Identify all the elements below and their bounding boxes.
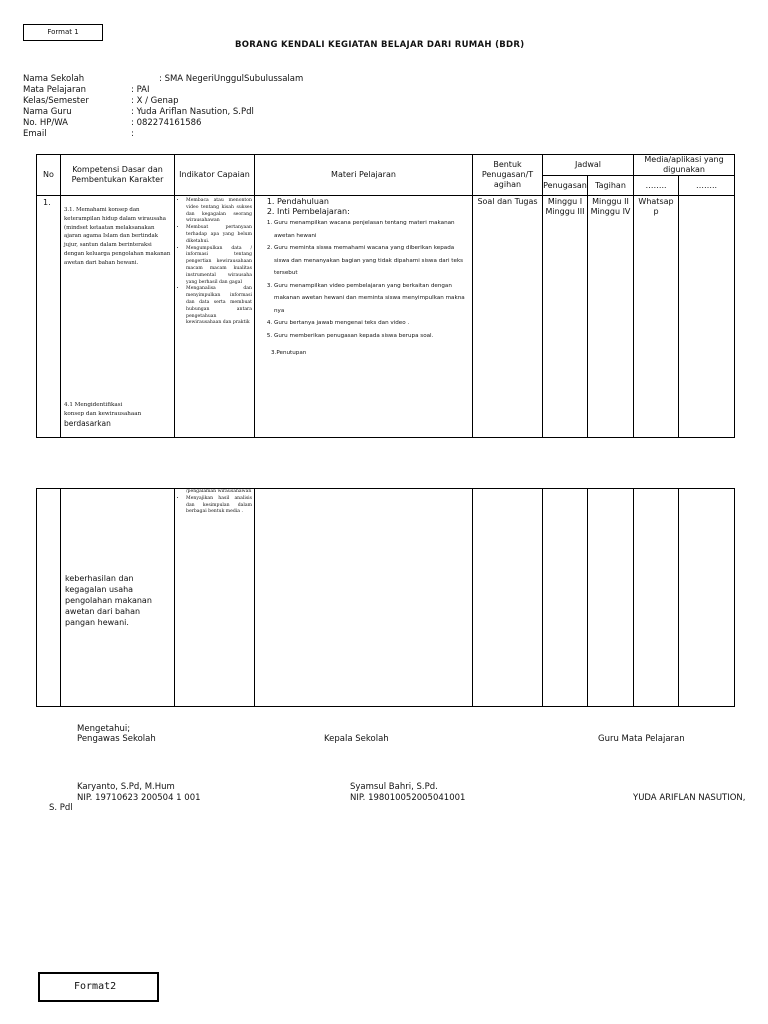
materi-penutup: 3.Penutupan [271, 350, 307, 356]
row1-no: 1. [37, 196, 61, 438]
row1-tagihan: Minggu II Minggu IV [588, 196, 634, 438]
row1-bentuk: Soal dan Tugas [473, 196, 543, 438]
header-media: Media/aplikasi yang digunakan [634, 155, 735, 176]
row1-indikator-item: • Menganalisa dan menyimpulkan informasi dan data serta membuat hubungan antara pengetahuan kewirausahaan dan praktik [186, 286, 252, 327]
sig-pengawas-name: Karyanto, S.Pd, M.Hum [77, 782, 175, 792]
sig-kepala-label: Kepala Sekolah [324, 734, 389, 744]
materi-main-item: 2. Inti Pembelajaran: [277, 207, 470, 217]
info-label-school: Nama Sekolah [23, 74, 85, 84]
header-tagihan: Tagihan [588, 176, 634, 196]
row1-indikator-item: • Membaca atau menonton video tentang kisah sukses dan kegagalan seorang wirausahawan [186, 198, 252, 225]
row1-kd [61, 196, 175, 438]
row2-no [37, 489, 61, 707]
materi-main-item: 1. Pendahuluan [277, 197, 470, 207]
info-value-teacher: : Yuda Ariflan Nasution, S.Pdl [131, 107, 254, 117]
info-value-phone: : 082274161586 [131, 118, 202, 128]
row2-media2 [679, 489, 735, 707]
header-indikator: Indikator Capaian [175, 155, 255, 196]
sig-guru-label: Guru Mata Pelajaran [598, 734, 685, 744]
format-label: Format 1 [47, 28, 79, 36]
info-label-phone: No. HP/WA [23, 118, 68, 128]
table-row [37, 196, 735, 438]
materi-sub-item: 4. Guru bertanya jawab mengenai teks dan video . [274, 317, 470, 330]
row2-kd [61, 489, 175, 707]
row1-kd1: 3.1. Memahami konsep dan keterampilan hidup dalam wirausaha (mindset ketaatan melaksanakan ajaran agama Islam dan bertindak jujur, santun dalam berinteraksi dengan keluarga pengolahan makanan awetan dari bahan hewani. [64, 207, 171, 266]
row2-materi [255, 489, 473, 707]
info-label-class: Kelas/Semester [23, 96, 89, 106]
row2-penugasan [543, 489, 588, 707]
bdr-table-continued [36, 488, 735, 707]
row2-indikator-item: • Menyajikan hasil analisis dan kesimpulan dalam berbagai bentuk media . [186, 496, 252, 516]
header-media-sub1: …….. [634, 176, 679, 196]
header-bentuk-b: agihan [493, 180, 522, 189]
info-value-subject: : PAI [131, 85, 150, 95]
sig-guru-name-cont: S. Pdl [49, 803, 73, 813]
header-no: No [37, 155, 61, 196]
row2-tagihan [588, 489, 634, 707]
row2-kd-text: keberhasilan dan kegagalan usaha pengolahan makanan awetan dari bahan pangan hewani. [65, 574, 152, 627]
format-label-box [23, 24, 103, 41]
row2-bentuk [473, 489, 543, 707]
row1-penugasan: Minggu I Minggu III [543, 196, 588, 438]
row2-media [634, 489, 679, 707]
row1-indikator-item: • Mengumpulkan data / informasi tentang pengertian kewirausahaan macam macam kualitas instrumental wirausaha yang berhasil dan gagal [186, 246, 252, 287]
sig-mengetahui: Mengetahui; [77, 724, 131, 734]
sig-guru-name: YUDA ARIFLAN NASUTION, [633, 793, 746, 803]
header-materi: Materi Pelajaran [255, 155, 473, 196]
info-label-teacher: Nama Guru [23, 107, 72, 117]
document-title: BORANG KENDALI KEGIATAN BELAJAR DARI RUMAH (BDR) [235, 40, 525, 50]
info-label-subject: Mata Pelajaran [23, 85, 87, 95]
row1-kd2-b: konsep dan kewirausahaan [64, 411, 142, 417]
table-row [37, 489, 735, 707]
sig-pengawas-nip: NIP. 19710623 200504 1 001 [77, 793, 201, 803]
materi-sub-item: 1. Guru menampilkan wacana penjelasan tentang materi makanan awetan hewani [274, 217, 470, 242]
row1-kd2-a: 4.1 Mengidentifikasi [64, 402, 123, 408]
sig-kepala-nip: NIP. 198010052005041001 [350, 793, 466, 803]
info-value-class: : X / Genap [131, 96, 179, 106]
row1-materi [255, 196, 473, 438]
bdr-table [36, 154, 735, 438]
header-media-sub2: …….. [679, 176, 735, 196]
row1-indikator [175, 196, 255, 438]
row1-media2 [679, 196, 735, 438]
header-bentuk: Bentuk Penugasan/T agihan [473, 155, 543, 196]
info-value-school: : SMA NegeriUnggulSubulussalam [159, 74, 304, 84]
header-kd: Kompetensi Dasar dan Pembentukan Karakter [61, 155, 175, 196]
header-jadwal: Jadwal [543, 155, 634, 176]
sig-pengawas-label: Pengawas Sekolah [77, 734, 156, 744]
materi-sub-item: 2. Guru meminta siswa memahami wacana yang diberikan kepada siswa dan menanyakan bagian yang tidak dipahami siswa dari teks tersebut [274, 242, 470, 280]
format2-label: Format2 [74, 981, 117, 992]
info-block [23, 74, 423, 140]
header-bentuk-a: Penugasan/T [481, 170, 534, 179]
row2-indikator [175, 489, 255, 707]
row1-media: Whatsapp [634, 196, 679, 438]
format2-label-box [38, 972, 159, 1002]
row2-indikator-cont: /pengalaman wirausahawan [186, 489, 252, 494]
materi-sub-item: 5. Guru memberikan penugasan kepada siswa berupa soal. [274, 330, 470, 343]
info-value-email: : [131, 129, 134, 139]
header-penugasan: Penugasan [543, 176, 588, 196]
row1-indikator-item: • Membuat pertanyaan terhadap apa yang belum diketahui. [186, 225, 252, 245]
row1-kd2-c: berdasarkan [64, 419, 111, 428]
info-label-email: Email [23, 129, 47, 139]
sig-kepala-name: Syamsul Bahri, S.Pd. [350, 782, 438, 792]
materi-sub-item: 3. Guru menampilkan video pembelajaran yang berkaitan dengan makanan awetan hewani dan meminta siswa menyimpulkan makna nya [274, 280, 470, 318]
